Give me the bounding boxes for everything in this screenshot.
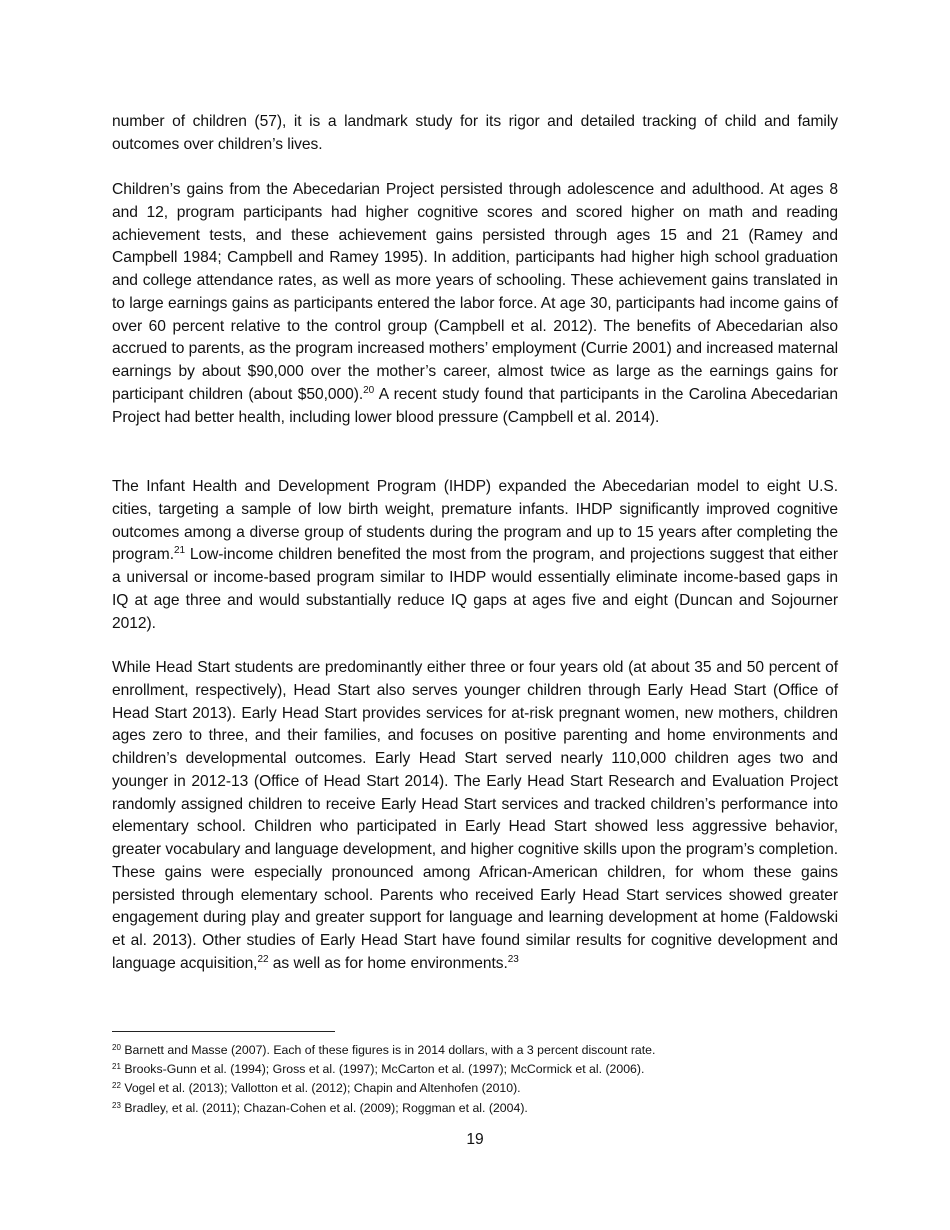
- page-number: 19: [466, 1131, 484, 1148]
- footnote-ref-20[interactable]: 20: [363, 384, 375, 396]
- footnote-number: 22: [112, 1081, 121, 1091]
- paragraph-text: Children’s gains from the Abecedarian Project persisted through adolescence and adulthood. At ages 8 and 12, program participants had higher cognitive scores and scored higher on math and reading achievement tests, and these achievement gains persisted through ages 15 and 21 (Ramey and Campbell 1984; Campbell and Ramey 1995). In addition, participants had higher high school graduation and college attendance rates, as well as more years of schooling. These achievement gains translated in to large earnings gains as participants entered the labor force. At age 30, participants had income gains of over 60 percent relative to the control group (Campbell et al. 2012). The benefits of Abecedarian also accrued to parents, as the program increased mothers’ employment (Currie 2001) and increased maternal earnings by about $90,000 over the mother’s career, almost twice as large as the earnings gains for participant children (about $50,000).: [112, 181, 838, 403]
- paragraph-early-head-start: [112, 657, 838, 976]
- footnote-ref-23[interactable]: 23: [507, 953, 519, 965]
- paragraph-text: Low-income children benefited the most from the program, and projections suggest that either a universal or income-based program similar to IHDP would essentially eliminate income-based gaps in IQ at age three and would substantially reduce IQ gaps at ages five and eight (Duncan and Sojourner 2012).: [112, 546, 838, 632]
- footnote-ref-22[interactable]: 22: [257, 953, 269, 965]
- footnote-text: Bradley, et al. (2011); Chazan-Cohen et al. (2009); Roggman et al. (2004).: [120, 1100, 528, 1115]
- footnote-23: [112, 1099, 838, 1118]
- paragraph-abecedarian-gains: [112, 179, 838, 429]
- paragraph-text: While Head Start students are predominantly either three or four years old (at about 35 and 50 percent of enrollment, respectively), Head Start also serves younger children through Early Head Start (Office of Head Start 2013). Early Head Start provides services for at-risk pregnant women, new mothers, children ages zero to three, and their families, and focuses on positive parenting and home environments and children’s developmental outcomes. Early Head Start served nearly 110,000 children ages two and younger in 2012-13 (Office of Head Start 2014). The Early Head Start Research and Evaluation Project randomly assigned children to receive Early Head Start services and tracked children’s performance into elementary school. Children who participated in Early Head Start showed less aggressive behavior, greater vocabulary and language development, and higher cognitive skills upon the program’s completion. These gains were especially pronounced among African-American children, for whom these gains persisted through elementary school. Parents who received Early Head Start services showed greater engagement during play and greater support for language and learning development at home (Faldowski et al. 2013). Other studies of Early Head Start have found similar results for cognitive development and language acquisition,: [112, 659, 838, 972]
- footnote-text: Vogel et al. (2013); Vallotton et al. (2012); Chapin and Altenhofen (2010).: [120, 1081, 521, 1096]
- footnote-ref-21[interactable]: 21: [174, 545, 186, 557]
- paragraph-text: A recent study found that participants in the Carolina Abecedarian Project had better health, including lower blood pressure (Campbell et al. 2014).: [112, 385, 838, 426]
- footnote-number: 20: [112, 1043, 121, 1052]
- footnote-21: [112, 1060, 838, 1079]
- footnote-text: Barnett and Masse (2007). Each of these figures is in 2014 dollars, with a 3 percent discount rate.: [120, 1043, 656, 1057]
- paragraph-continuation: [112, 111, 838, 157]
- footnote-separator: [112, 1031, 335, 1032]
- footnote-number: 21: [112, 1062, 121, 1072]
- footnotes: [112, 1041, 838, 1118]
- footnote-20: [112, 1041, 838, 1060]
- paragraph-text: as well as for home environments.: [268, 954, 508, 972]
- paragraph-text: number of children (57), it is a landmark study for its rigor and detailed tracking of child and family outcomes over children’s lives.: [112, 113, 838, 153]
- paragraph-text: The Infant Health and Development Program (IHDP) expanded the Abecedarian model to eight U.S. cities, targeting a sample of low birth weight, premature infants. IHDP significantly improved cognitive outcomes among a diverse group of students during the program and up to 15 years after completing the program.: [112, 478, 838, 564]
- footnote-number: 23: [112, 1100, 121, 1110]
- footnote-22: [112, 1079, 838, 1098]
- footnote-text: Brooks-Gunn et al. (1994); Gross et al. (1997); McCarton et al. (1997); McCormick et al. (2006).: [120, 1062, 645, 1077]
- paragraph-ihdp: [112, 476, 838, 635]
